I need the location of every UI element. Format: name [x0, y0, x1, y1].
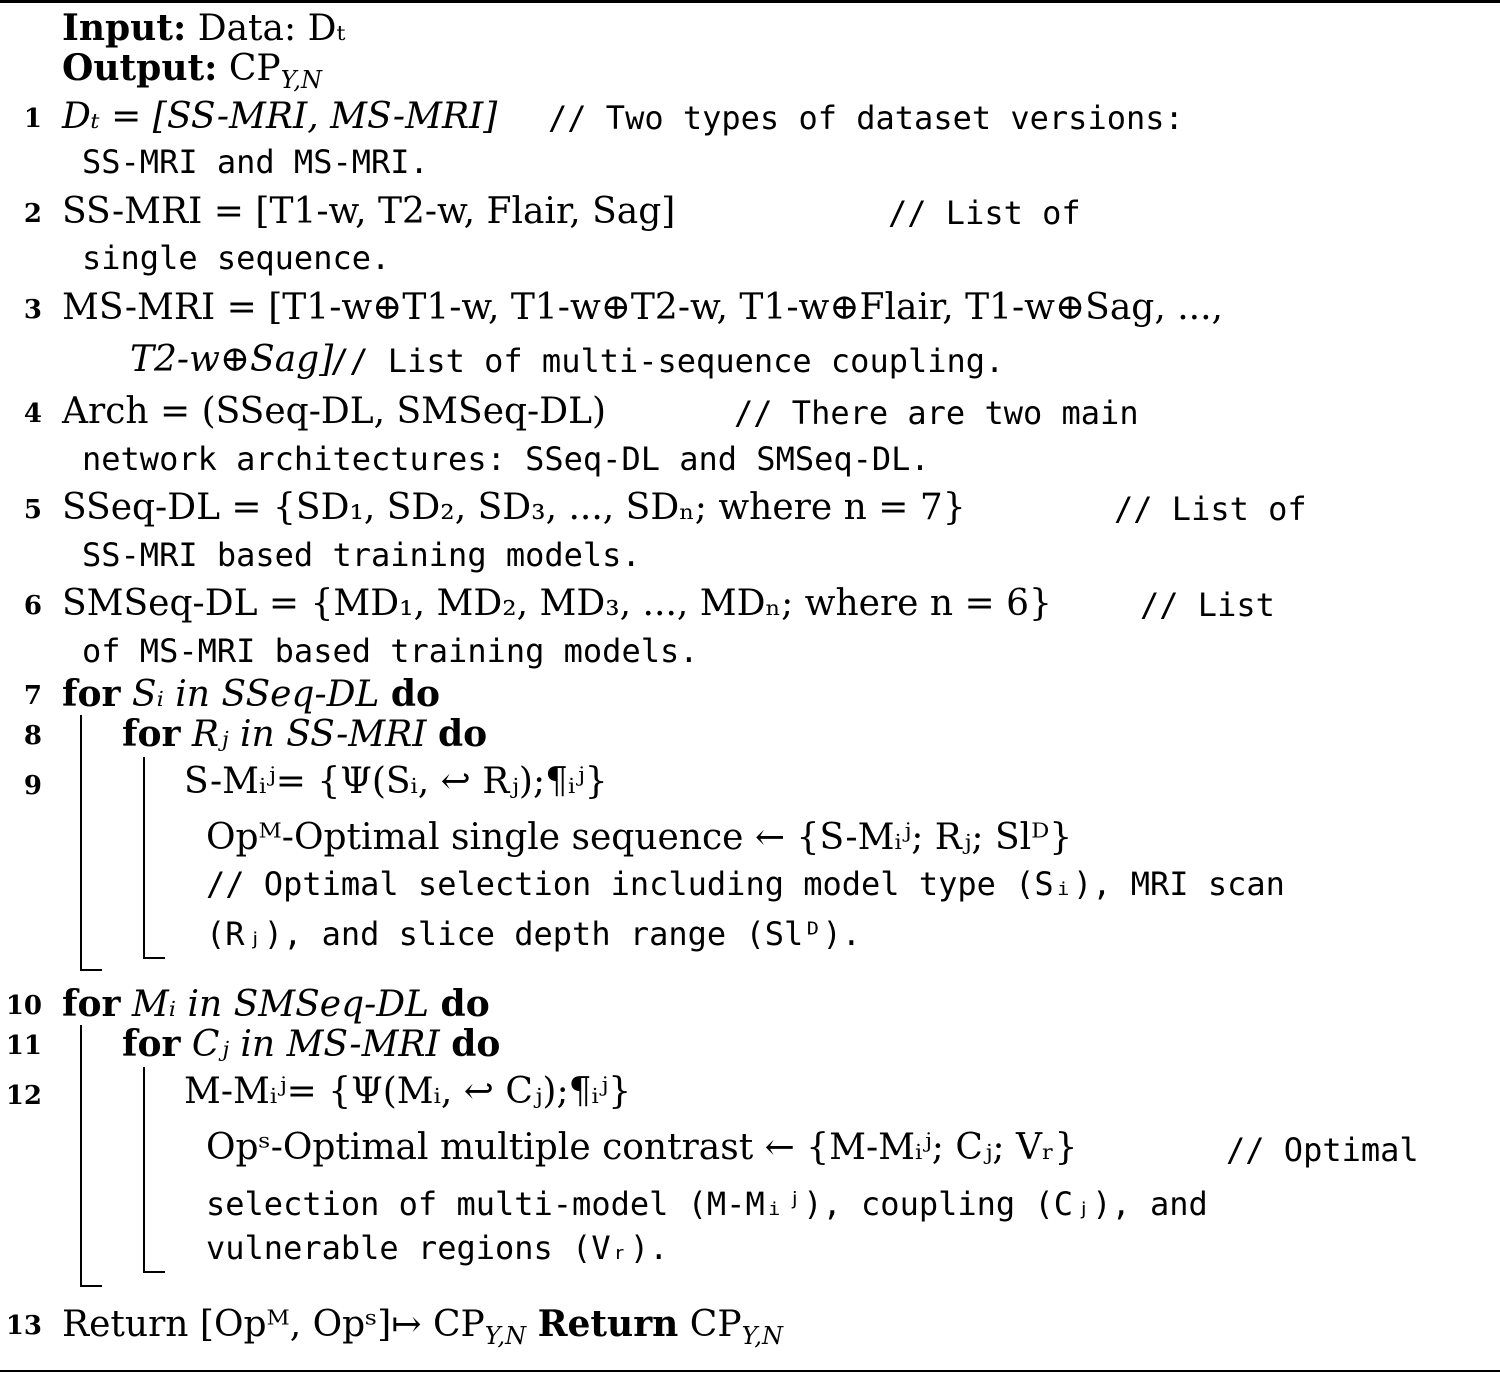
line-6-continuation: of MS-MRI based training models.	[82, 632, 699, 670]
loop-condition: Rⱼ in SS-MRI	[191, 714, 427, 755]
line-number-11: 11	[5, 1031, 42, 1061]
line-number-10: 10	[5, 991, 42, 1021]
output-label: Output:	[62, 47, 218, 89]
line-number-3: 3	[23, 295, 42, 325]
input-line	[62, 6, 345, 51]
keyword-do: do	[440, 983, 490, 1025]
line-number-2: 2	[23, 199, 42, 229]
keyword-for: for	[62, 673, 121, 715]
line-5-continuation: SS-MRI based training models.	[82, 536, 641, 574]
line-number-13: 13	[5, 1311, 42, 1341]
line-number-4: 4	[23, 399, 42, 429]
line-13-statement	[62, 1302, 783, 1358]
line-3-comment: // List of multi-sequence coupling.	[330, 342, 1005, 380]
inner-loop-bar	[143, 757, 145, 959]
line-7-statement	[62, 672, 440, 717]
line-12-comment-b: selection of multi-model (M-Mᵢʲ), coupling (Cⱼ), and	[206, 1185, 1208, 1223]
line-2-statement: SS-MRI = [T1-w, T2-w, Flair, Sag]	[62, 191, 676, 232]
input-label: Input:	[62, 7, 187, 49]
line-4-statement: Arch = (SSeq-DL, SMSeq-DL)	[62, 391, 607, 432]
keyword-do: do	[437, 713, 488, 755]
line-number-5: 5	[23, 495, 42, 525]
output-value: $CP_{Y,N}$	[228, 48, 323, 94]
outer-loop-end-2	[80, 1285, 102, 1287]
line-9-comment-a: // Optimal selection including model type (Sᵢ), MRI scan	[206, 865, 1285, 903]
line-10-statement	[62, 982, 490, 1027]
loop-condition: Mᵢ in SMSeq-DL	[131, 984, 430, 1025]
inner-loop-end-2	[143, 1271, 165, 1273]
line-6-statement: SMSeq-DL = {MD₁, MD₂, MD₃, ..., MDₙ; where n = 6}	[62, 583, 1052, 624]
outer-loop-bar	[80, 715, 82, 971]
inner-loop-bar-2	[143, 1067, 145, 1273]
return-value-subscript: Y,N	[741, 1322, 783, 1350]
line-9-comment-b: (Rⱼ), and slice depth range (Slᴰ).	[206, 915, 862, 953]
bottom-rule	[0, 1370, 1500, 1372]
line-number-7: 7	[23, 681, 42, 711]
line-12-statement: M-Mᵢʲ= {Ψ(Mᵢ, ↩ Cⱼ);¶ᵢʲ}	[184, 1071, 632, 1112]
line-number-9: 9	[23, 771, 42, 801]
line-1-comment: // Two types of dataset versions:	[548, 99, 1184, 137]
line-5-comment: // List of	[1114, 490, 1307, 528]
keyword-for: for	[122, 713, 181, 755]
keyword-do: do	[390, 673, 441, 715]
line-number-6: 6	[23, 591, 42, 621]
outer-loop-bar-2	[80, 1025, 82, 1287]
line-9-optimal-single: Opᴹ-Optimal single sequence ← {S-Mᵢʲ; Rⱼ; Slᴰ}	[206, 817, 1073, 858]
loop-condition: Cⱼ in MS-MRI	[191, 1024, 440, 1065]
keyword-return: Return	[537, 1303, 679, 1345]
line-11-statement	[122, 1022, 500, 1067]
line-2-comment: // List of	[888, 194, 1081, 232]
return-subscript: Y,N	[484, 1322, 527, 1350]
outer-loop-end	[80, 969, 102, 971]
line-3-statement: MS-MRI = [T1-w⊕T1-w, T1-w⊕T2-w, T1-w⊕Flair, T1-w⊕Sag, ...,	[62, 287, 1223, 328]
line-number-12: 12	[5, 1081, 42, 1111]
output-line	[62, 46, 322, 102]
top-rule	[0, 0, 1500, 3]
line-4-comment: // There are two main	[734, 394, 1139, 432]
loop-condition: Sᵢ in SSeq-DL	[131, 674, 380, 715]
line-1-continuation: SS-MRI and MS-MRI.	[82, 143, 429, 181]
return-expression: Return [Opᴹ, Opˢ]↦ CP	[62, 1304, 485, 1345]
line-3-continuation-math: T2-w⊕Sag]	[130, 339, 334, 380]
line-number-1: 1	[23, 104, 42, 134]
inner-loop-end	[143, 957, 165, 959]
line-8-statement	[122, 712, 487, 757]
line-12-comment-c: vulnerable regions (Vᵣ).	[206, 1229, 669, 1267]
line-6-comment: // List	[1140, 586, 1275, 624]
line-2-continuation: single sequence.	[82, 239, 391, 277]
line-4-continuation: network architectures: SSeq-DL and SMSeq-DL.	[82, 440, 930, 478]
line-1-statement	[62, 95, 497, 139]
line-9-statement: S-Mᵢʲ= {Ψ(Sᵢ, ↩ Rⱼ);¶ᵢʲ}	[184, 761, 608, 802]
line-12-optimal-multiple: Opˢ-Optimal multiple contrast ← {M-Mᵢʲ; Cⱼ; Vᵣ}	[206, 1127, 1078, 1168]
line-12-comment-a: // Optimal	[1226, 1131, 1419, 1169]
keyword-do: do	[451, 1023, 501, 1065]
line-1-math: Dₜ = [SS-MRI, MS-MRI]	[62, 96, 498, 137]
input-value: Data: Dₜ	[197, 8, 346, 49]
keyword-for: for	[122, 1023, 181, 1065]
line-number-8: 8	[23, 721, 42, 751]
return-value: CP	[689, 1304, 742, 1345]
keyword-for: for	[62, 983, 121, 1025]
line-5-statement: SSeq-DL = {SD₁, SD₂, SD₃, ..., SDₙ; where n = 7}	[62, 487, 966, 528]
